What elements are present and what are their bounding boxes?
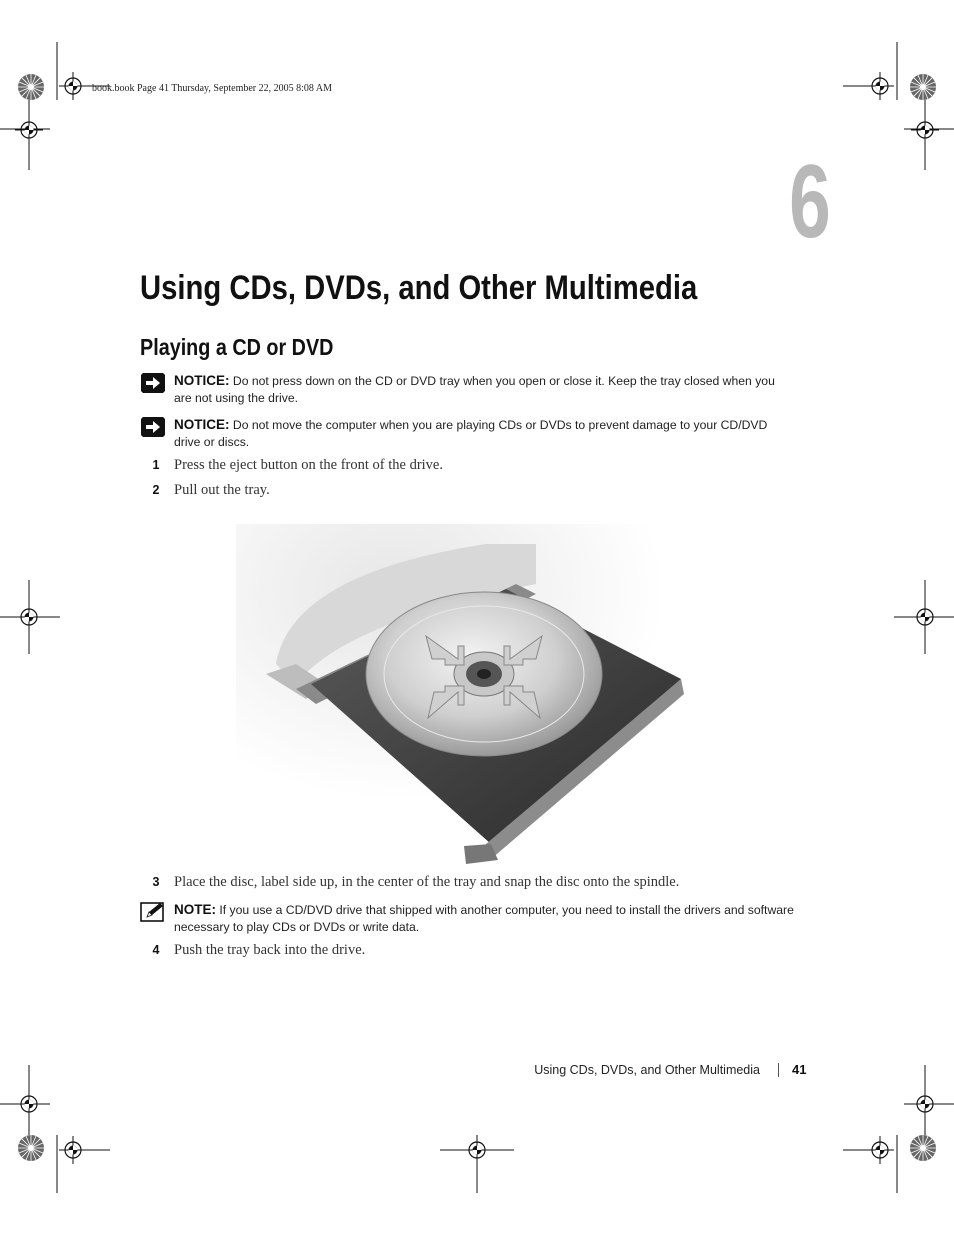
notice-label: NOTICE: bbox=[174, 373, 230, 388]
print-slug: book.book Page 41 Thursday, September 22, 2005 8:08 AM bbox=[92, 83, 332, 94]
chapter-title: Using CDs, DVDs, and Other Multimedia bbox=[140, 269, 698, 307]
notice-arrow-icon bbox=[140, 416, 166, 438]
step-number: 1 bbox=[152, 458, 160, 472]
step-2 bbox=[140, 482, 820, 499]
notice-arrow-icon bbox=[140, 372, 166, 394]
notice-text: Do not move the computer when you are playing CDs or DVDs to prevent damage to your CD/DVD drive or discs. bbox=[174, 418, 768, 449]
section-title: Playing a CD or DVD bbox=[140, 334, 334, 360]
step-4 bbox=[140, 942, 820, 959]
step-text: Press the eject button on the front of the drive. bbox=[174, 457, 443, 473]
step-text: Pull out the tray. bbox=[174, 482, 270, 498]
page-number: 41 bbox=[792, 1062, 807, 1077]
step-number: 4 bbox=[152, 943, 160, 957]
notice-label: NOTICE: bbox=[174, 417, 230, 432]
note-pencil-icon bbox=[140, 901, 166, 923]
footer-chapter-title: Using CDs, DVDs, and Other Multimedia bbox=[534, 1063, 760, 1077]
cd-tray-illustration bbox=[236, 524, 688, 868]
note-label: NOTE: bbox=[174, 902, 216, 917]
step-3 bbox=[140, 874, 820, 891]
notice-text: Do not press down on the CD or DVD tray when you open or close it. Keep the tray closed when you are not using the drive. bbox=[174, 374, 775, 405]
step-number: 3 bbox=[152, 875, 160, 889]
step-text: Push the tray back into the drive. bbox=[174, 942, 366, 958]
note-text: If you use a CD/DVD drive that shipped with another computer, you need to install the drivers and software necessary to play CDs or DVDs or write data. bbox=[174, 903, 794, 934]
footer-divider bbox=[778, 1063, 779, 1077]
step-number: 2 bbox=[152, 483, 160, 497]
chapter-number: 6 bbox=[789, 144, 831, 260]
step-text: Place the disc, label side up, in the center of the tray and snap the disc onto the spindle. bbox=[174, 874, 680, 890]
step-1 bbox=[140, 457, 820, 474]
